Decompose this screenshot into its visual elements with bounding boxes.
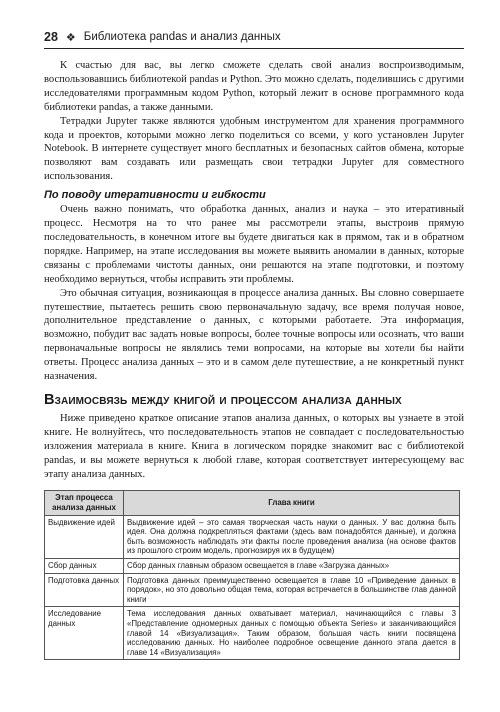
column-header-stage: Этап процесса анализа данных bbox=[45, 491, 124, 515]
column-header-chapter: Глава книги bbox=[124, 491, 460, 515]
paragraph-reproducibility: К счастью для вас, вы легко сможете сделать свой анализ воспроизводимым, воспользовавшись библиотекой pandas и Python. Это можно сделать, поделившись с другими исследователями программным кодом Python, который лежит в основе программного кода библиотеки pandas, а также данными. bbox=[44, 60, 464, 113]
stage-chapter-table bbox=[44, 490, 460, 660]
paragraph-journey: Это обычная ситуация, возникающая в процессе анализа данных. Вы словно совершаете путешествие, пытаетесь решить свою первоначальную задачу, все время получая новое, дополнительное представление о данных, с которыми работаете. Эта информация, возможно, побудит вас задать новые вопросы, более точные вопросы или осознать, что ваши первоначальные вопросы не являлись теми вопросами, на которые вы хотели бы найти ответы. Процесс анализа данных – это и в самом деле путешествие, а не конкретный пункт назначения. bbox=[44, 287, 464, 383]
section-title: Взаимосвязь между книгой и процессом анализа данных bbox=[44, 391, 402, 408]
table-row bbox=[45, 559, 460, 574]
paragraph-iterative: Очень важно понимать, что обработка данных, анализ и наука – это итеративный процесс. Несмотря на то что ранее мы рассмотрели этапы, выстроив прямую последовательность, в конечном итоге вы будете двигаться как в прямом, так и в обратном порядке. Например, на этапе исследования вы можете выявить аномалии в данных, которые связаны с проблемами чистоты данных, они решаются на этапе подготовки, и поэтому необходимо вернуться, чтобы исправить эти проблемы. bbox=[44, 204, 464, 285]
stage-cell: Подготовка данных bbox=[45, 573, 124, 607]
book-title: Библиотека pandas и анализ данных bbox=[83, 31, 281, 43]
table-header-row bbox=[45, 491, 460, 515]
stage-cell: Исследование данных bbox=[45, 607, 124, 660]
stage-cell: Выдвижение идей bbox=[45, 515, 124, 558]
chapter-cell: Выдвижение идей – это самая творческая часть науки о данных. У вас должна быть идея. Она должна подкрепляться фактами (здесь вам понадобятся данные), и должна быть возможность наблюдать эти факты после проведения анализа (на основе фактов из прошлого строим модель, прогнозируя их в будущем) bbox=[124, 515, 460, 558]
stage-cell: Сбор данных bbox=[45, 559, 124, 574]
running-head bbox=[44, 30, 464, 49]
subsection-title: По поводу итеративности и гибкости bbox=[44, 189, 266, 202]
table-row bbox=[45, 515, 460, 558]
ornament-icon: ❖ bbox=[65, 31, 76, 44]
paragraph-jupyter: Тетрадки Jupyter также являются удобным инструментом для хранения программного кода и проектов, которыми можно легко поделиться со всеми, у кого установлен Jupyter Notebook. В интернете существует много бесплатных и безопасных сайтов обмена, которые позволяют вам создавать или размещать свои тетрадки Jupyter для совместного использования. bbox=[44, 115, 464, 183]
paragraph-section-intro: Ниже приведено краткое описание этапов анализа данных, о которых вы узнаете в этой книге. Не волнуйтесь, что последовательность этапов не совпадает с последовательностью изложения материала в книге. Книга в логическом порядке знакомит вас с библиотекой pandas, и вы можете вернуться к любой главе, которая соответствует интересующему вас этапу анализа данных. bbox=[44, 412, 464, 480]
chapter-cell: Подготовка данных преимущественно освещается в главе 10 «Приведение данных в порядок», но это довольно общая тема, которая встречается в большинстве глав данной книги bbox=[124, 573, 460, 607]
chapter-cell: Сбор данных главным образом освещается в главе «Загрузка данных» bbox=[124, 559, 460, 574]
chapter-cell: Тема исследования данных охватывает материал, начинающийся с главы 3 «Представление одномерных данных с помощью объекта Series» и заканчивающийся главой 14 «Визуализация». Таким образом, большая часть книги посвящена исследованию данных. Но наиболее подробное освещение данного этапа дается в главе 14 «Визуализация» bbox=[124, 607, 460, 660]
page-number: 28 bbox=[44, 30, 58, 44]
book-page bbox=[44, 30, 464, 660]
table-row bbox=[45, 607, 460, 660]
table-row bbox=[45, 573, 460, 607]
